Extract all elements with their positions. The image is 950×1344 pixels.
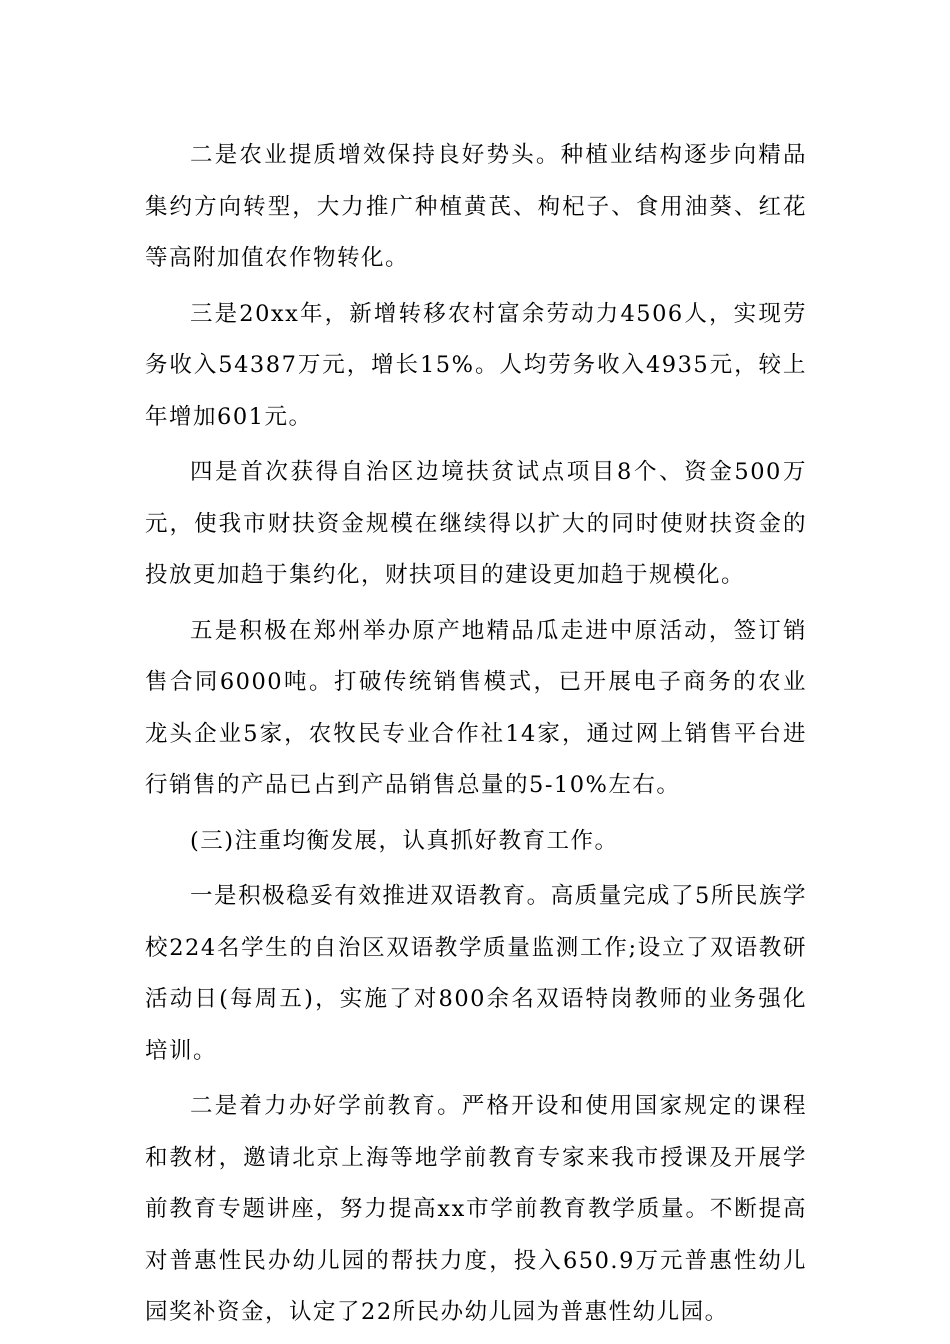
- paragraph-bilingual-education: 一是积极稳妥有效推进双语教育。高质量完成了5所民族学校224名学生的自治区双语教学质量监测工作;设立了双语教研活动日(每周五)，实施了对800余名双语特岗教师的业务强化培训。: [145, 883, 807, 1064]
- paragraph-poverty-projects: 四是首次获得自治区边境扶贫试点项目8个、资金500万元，使我市财扶资金规模在继续得以扩大的同时使财扶资金的投放更加趋于集约化，财扶项目的建设更加趋于规模化。: [145, 459, 807, 588]
- section-heading-education: (三)注重均衡发展，认真抓好教育工作。: [190, 827, 619, 854]
- paragraph-melon-sales: 五是积极在郑州举办原产地精品瓜走进中原活动，签订销售合同6000吨。打破传统销售模式，已开展电子商务的农业龙头企业5家，农牧民专业合作社14家，通过网上销售平台进行销售的产品已占到产品销售总量的5-10%左右。: [145, 617, 807, 798]
- paragraph-preschool-education: 二是着力办好学前教育。严格开设和使用国家规定的课程和教材，邀请北京上海等地学前教育专家来我市授课及开展学前教育专题讲座，努力提高xx市学前教育教学质量。不断提高对普惠性民办幼儿园的帮扶力度，投入650.9万元普惠性幼儿园奖补资金，认定了22所民办幼儿园为普惠性幼儿园。: [145, 1093, 807, 1325]
- document-body: [145, 130, 807, 1343]
- paragraph-labor-income: 三是20xx年，新增转移农村富余劳动力4506人，实现劳务收入54387万元，增长15%。人均劳务收入4935元，较上年增加601元。: [145, 300, 807, 430]
- paragraph-agriculture: 二是农业提质增效保持良好势头。种植业结构逐步向精品集约方向转型，大力推广种植黄芪、枸杞子、食用油葵、红花等高附加值农作物转化。: [145, 142, 807, 271]
